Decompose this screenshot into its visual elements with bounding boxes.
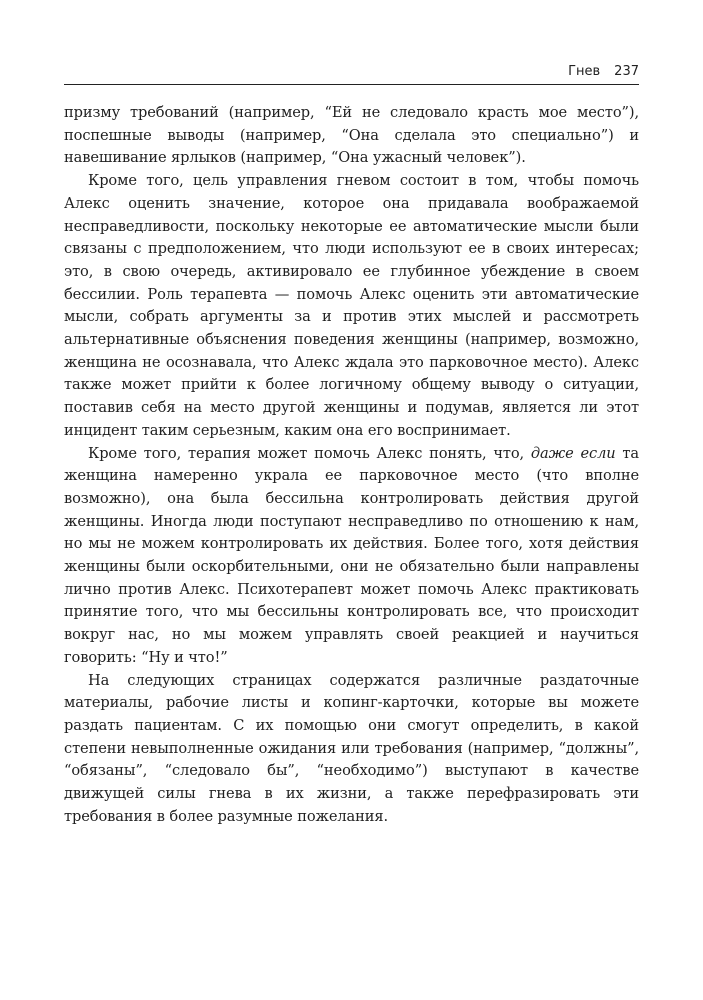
- body-text: [64, 102, 639, 829]
- paragraph-therapy-acceptance: [64, 443, 639, 670]
- header-rule: [64, 84, 639, 85]
- paragraph-text-before: Кроме того, терапия может помочь Алекс понять, что,: [88, 444, 531, 462]
- running-head: [64, 64, 639, 79]
- page-number: 237: [614, 64, 639, 79]
- emphasis-text: даже если: [530, 444, 616, 462]
- paragraph-anger-management-goal: Кроме того, цель управления гневом состоит в том, чтобы помочь Алекс оценить значение, которое она придавала воображаемой несправедливости, поскольку некоторые ее автоматические мысли были связаны с предположением, что люди используют ее в своих интересах; это, в свою очередь, активировало ее глубинное убеждение в своем бессилии. Роль терапевта — помочь Алекс оценить эти автоматические мысли, собрать аргументы за и против этих мыслей и рассмотреть альтернативные объяснения поведения женщины (например, возможно, женщина не осознавала, что Алекс ждала это парковочное место). Алекс также может прийти к более логичному общему выводу о ситуации, поставив себя на место другой женщины и подумав, является ли этот инцидент таким серьезным, каким она его воспринимает.: [64, 172, 639, 439]
- paragraph-text-after: та женщина намеренно украла ее парковочное место (что вполне возможно), она была бессильна контролировать действия другой женщины. Иногда люди поступают несправедливо по отношению к нам, но мы не можем контролировать их действия. Более того, хотя действия женщины были оскорбительными, они не обязательно были направлены лично против Алекс. Психотерапевт может помочь Алекс практиковать принятие того, что мы бессильны контролировать все, что происходит вокруг нас, но мы можем управлять своей реакцией и научиться говорить: “Ну и что!”: [64, 444, 639, 666]
- paragraph-continuation: призму требований (например, “Ей не следовало красть мое место”), поспешные выводы (например, “Она сделала это специально”) и навешивание ярлыков (например, “Она ужасный человек”).: [64, 104, 639, 167]
- chapter-title: Гнев: [568, 64, 601, 79]
- paragraph-handouts: На следующих страницах содержатся различные раздаточные материалы, рабочие листы и копинг-карточки, которые вы можете раздать пациентам. С их помощью они смогут определить, в какой степени невыполненные ожидания или требования (например, “должны”, “обязаны”, “следовало бы”, “необходимо”) выступают в качестве движущей силы гнева в их жизни, а также перефразировать эти требования в более разумные пожелания.: [64, 671, 639, 825]
